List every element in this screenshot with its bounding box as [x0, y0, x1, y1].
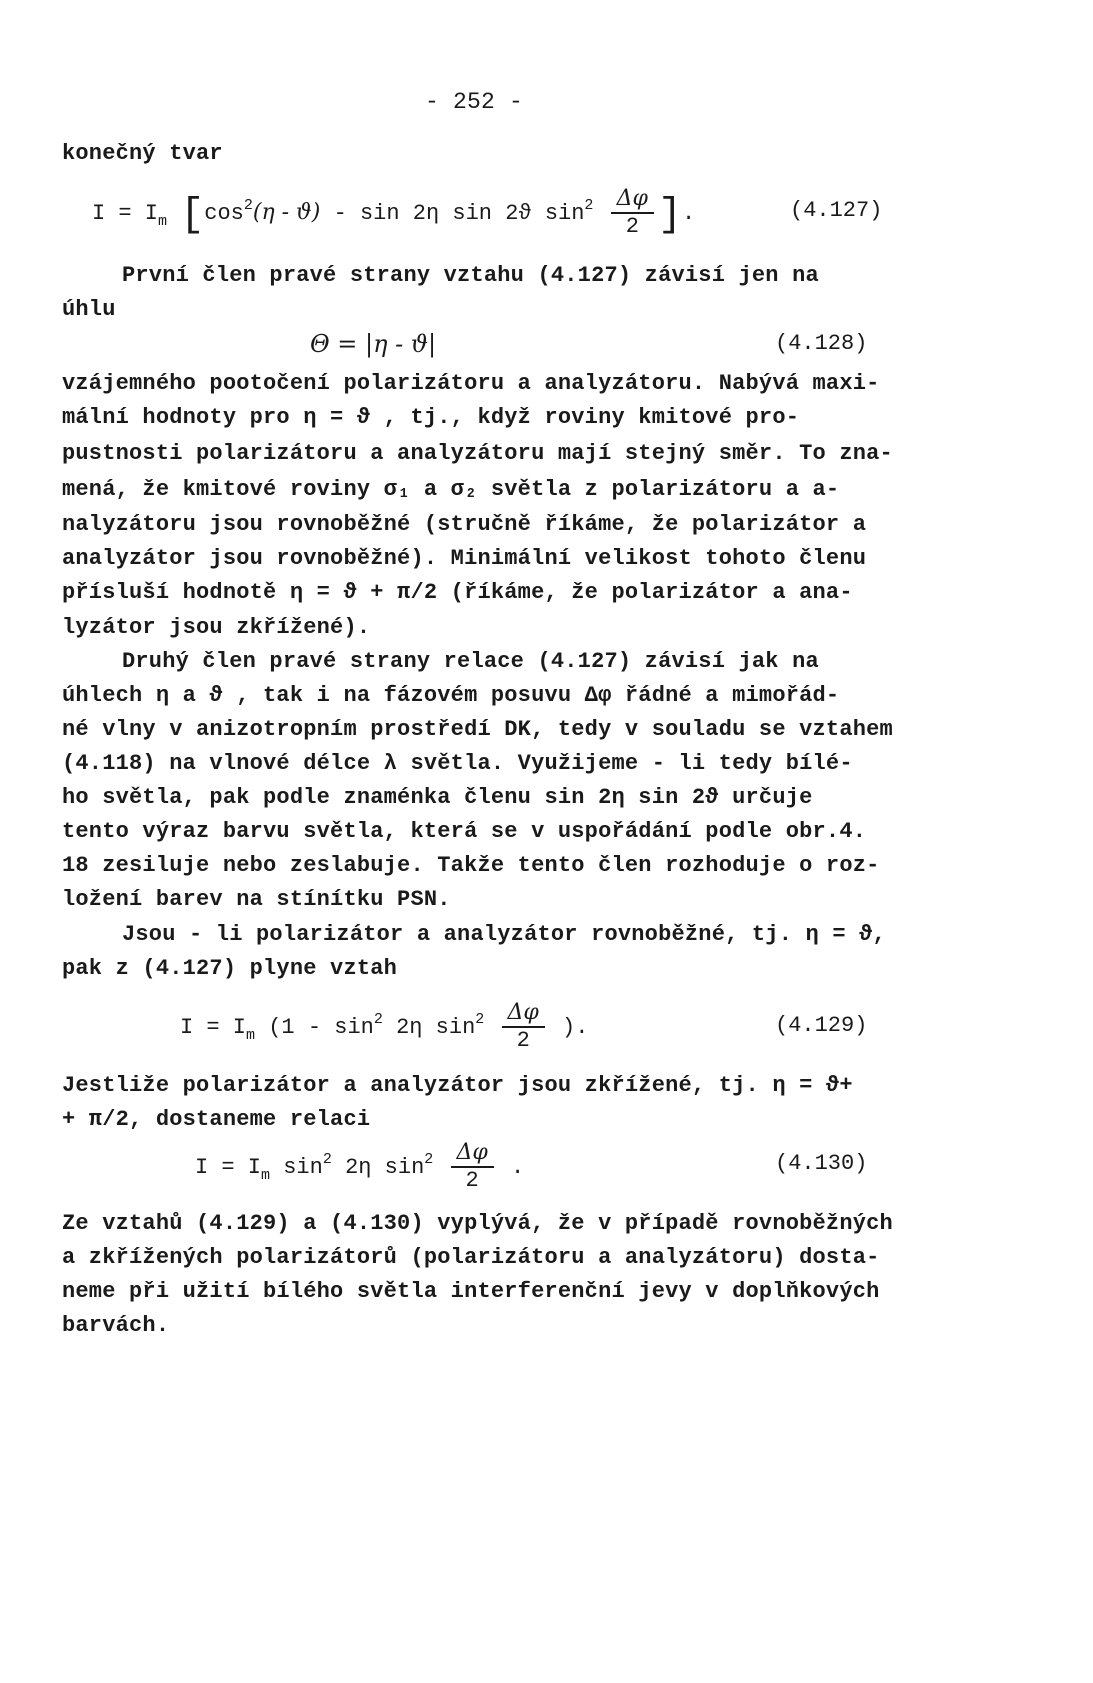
eq-middle: - sin 2η sin 2ϑ sin	[333, 200, 585, 226]
text-line: nalyzátoru jsou rovnoběžné (stručně říkáme, že polarizátor a	[62, 512, 867, 537]
eq-body: (1 - sin	[268, 1014, 374, 1040]
text-line: tento výraz barvu světla, která se v uspořádání podle obr.4.	[62, 819, 867, 844]
fraction-denominator: 2	[625, 214, 639, 239]
eq-sub: m	[261, 1166, 271, 1184]
text-line: pak z (4.127) plyne vztah	[62, 956, 398, 981]
eq-sup: 2	[322, 1150, 332, 1168]
text-line: 18 zesiluje nebo zeslabuje. Takže tento člen rozhoduje o roz-	[62, 853, 880, 878]
eq-sub: m	[158, 212, 168, 230]
page-number: - 252 -	[425, 89, 524, 115]
eq-fraction	[502, 1000, 545, 1054]
text-line: lyzátor jsou zkřížené).	[62, 615, 371, 640]
text-line: analyzátor jsou rovnoběžné). Minimální velikost tohoto členu	[62, 546, 867, 571]
eq-fraction	[611, 186, 654, 240]
bracket-open-icon: [	[180, 192, 205, 238]
text-line: neme při užití bílého světla interferenční jevy v doplňkových	[62, 1279, 880, 1304]
fraction-numerator: Δφ	[502, 1000, 545, 1028]
text-line: né vlny v anizotropním prostředí DK, tedy v souladu se vztahem	[62, 717, 893, 742]
fraction-denominator: 2	[465, 1168, 479, 1193]
text-line: ho světla, pak podle znaménka členu sin 2η sin 2ϑ určuje	[62, 785, 813, 810]
eq-sup: 2	[243, 196, 253, 214]
equation-4-130	[195, 1140, 524, 1194]
eq-body: sin	[283, 1154, 323, 1180]
text-line: a zkřížených polarizátorů (polarizátoru a analyzátoru) dosta-	[62, 1245, 880, 1270]
text-line: vzájemného pootočení polarizátoru a analyzátoru. Nabývá maxi-	[62, 371, 880, 396]
text-line: Jestliže polarizátor a analyzátor jsou zkřížené, tj. η = ϑ+	[62, 1073, 853, 1098]
eq-arg: (η - ϑ)	[252, 199, 321, 225]
fraction-denominator: 2	[516, 1028, 530, 1053]
text-line: ložení barev na stínítku PSN.	[62, 887, 451, 912]
equation-label: (4.128)	[775, 331, 868, 356]
text-line: barvách.	[62, 1313, 170, 1338]
bracket-close-icon: ]	[657, 192, 682, 238]
text-line: pustnosti polarizátoru a analyzátoru mají stejný směr. To zna-	[62, 441, 893, 466]
fraction-numerator: Δφ	[451, 1140, 494, 1168]
equation-label: (4.130)	[775, 1151, 868, 1176]
equation-4-127	[92, 186, 695, 240]
eq-mid: 2η sin	[345, 1154, 425, 1180]
text-line: (4.118) na vlnové délce λ světla. Využijeme - li tedy bílé-	[62, 751, 853, 776]
text-line: mená, že kmitové roviny σ₁ a σ₂ světla z polarizátoru a a-	[62, 477, 840, 502]
eq-cos: cos	[204, 200, 244, 226]
eq-mid: 2η sin	[396, 1014, 476, 1040]
text-line: První člen pravé strany vztahu (4.127) závisí jen na	[122, 263, 819, 288]
text-line: Druhý člen pravé strany relace (4.127) závisí jak na	[122, 649, 819, 674]
equation-4-129	[180, 1000, 588, 1054]
eq-lhs: I = I	[195, 1154, 262, 1180]
eq-sup: 2	[373, 1010, 383, 1028]
text-line: úhlu	[62, 297, 116, 322]
eq-sup: 2	[584, 196, 594, 214]
eq-tail: .	[511, 1154, 525, 1180]
fraction-numerator: Δφ	[611, 186, 654, 214]
text-line: mální hodnoty pro η = ϑ , tj., když roviny kmitové pro-	[62, 405, 800, 430]
eq-tail: ).	[562, 1014, 589, 1040]
text-line: Jsou - li polarizátor a analyzátor rovnoběžné, tj. η = ϑ,	[122, 922, 886, 947]
equation-4-128: Θ = |η - ϑ|	[310, 330, 437, 358]
equation-label: (4.127)	[790, 198, 883, 223]
eq-fraction	[451, 1140, 494, 1194]
text-line: přísluší hodnotě η = ϑ + π/2 (říkáme, že polarizátor a ana-	[62, 580, 853, 605]
equation-label: (4.129)	[775, 1013, 868, 1038]
eq-sup: 2	[475, 1010, 485, 1028]
text-line: úhlech η a ϑ , tak i na fázovém posuvu Δφ řádné a mimořád-	[62, 683, 840, 708]
eq-lhs: I = I	[180, 1014, 247, 1040]
text-line: konečný tvar	[62, 141, 223, 166]
text-line: Ze vztahů (4.129) a (4.130) vyplývá, že v případě rovnoběžných	[62, 1211, 893, 1236]
eq-sup: 2	[424, 1150, 434, 1168]
eq-sub: m	[246, 1026, 256, 1044]
eq-tail: .	[681, 200, 696, 226]
eq-lhs: I = I	[92, 200, 159, 226]
text-line: + π/2, dostaneme relaci	[62, 1107, 371, 1132]
